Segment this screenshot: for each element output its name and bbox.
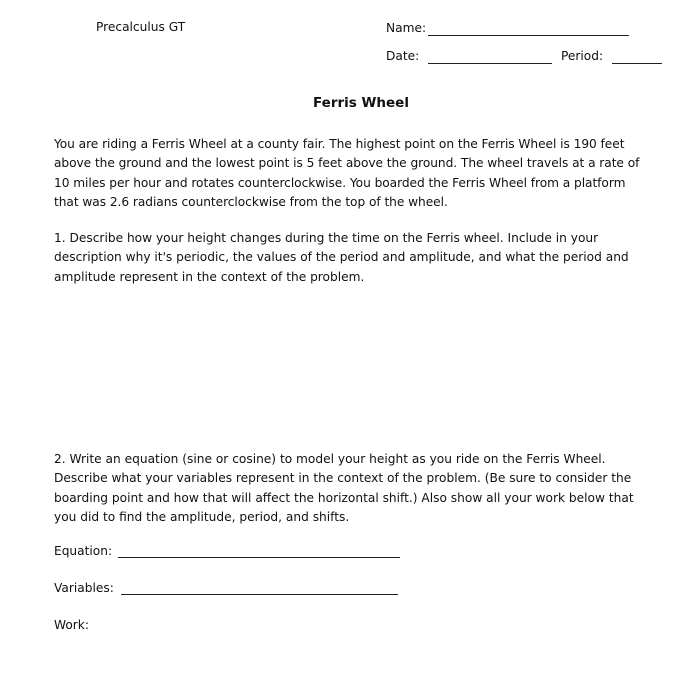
- intro-line: above the ground and the lowest point is 5 feet above the ground. The wheel travels at a rate of: [54, 156, 640, 171]
- question-1-line: description why it's periodic, the values of the period and amplitude, and what the period and: [54, 250, 629, 265]
- question-2-line: Describe what your variables represent in the context of the problem. (Be sure to consider the: [54, 471, 632, 486]
- variables-field[interactable]: [121, 594, 398, 595]
- period-label: Period:: [561, 49, 604, 63]
- question-2-line: 2. Write an equation (sine or cosine) to model your height as you ride on the Ferris Wheel.: [54, 452, 606, 466]
- period-field[interactable]: [612, 63, 662, 64]
- question-1: [54, 229, 666, 287]
- question-1-line: amplitude represent in the context of the problem.: [54, 269, 365, 284]
- question-2-line: you did to find the amplitude, period, and shifts.: [54, 509, 350, 524]
- worksheet-title: Ferris Wheel: [313, 95, 409, 111]
- date-field[interactable]: [428, 63, 552, 64]
- equation-field[interactable]: [118, 557, 400, 558]
- intro-paragraph: [54, 135, 666, 212]
- question-1-line: 1. Describe how your height changes during the time on the Ferris wheel. Include in your: [54, 231, 599, 245]
- name-field[interactable]: [428, 35, 629, 36]
- date-label: Date:: [386, 49, 420, 63]
- intro-line: You are riding a Ferris Wheel at a county fair. The highest point on the Ferris Wheel is 190 feet: [54, 137, 625, 151]
- intro-line: that was 2.6 radians counterclockwise from the top of the wheel.: [54, 194, 448, 209]
- work-label: Work:: [54, 618, 89, 632]
- name-label: Name:: [386, 21, 427, 35]
- question-2-line: boarding point and how that will affect the horizontal shift.) Also show all your work below that: [54, 490, 634, 505]
- intro-line: 10 miles per hour and rotates counterclockwise. You boarded the Ferris Wheel from a platform: [54, 175, 626, 190]
- variables-label: Variables:: [54, 581, 114, 595]
- question-2: [54, 450, 666, 527]
- course-title: Precalculus GT: [96, 20, 186, 34]
- equation-label: Equation:: [54, 544, 113, 558]
